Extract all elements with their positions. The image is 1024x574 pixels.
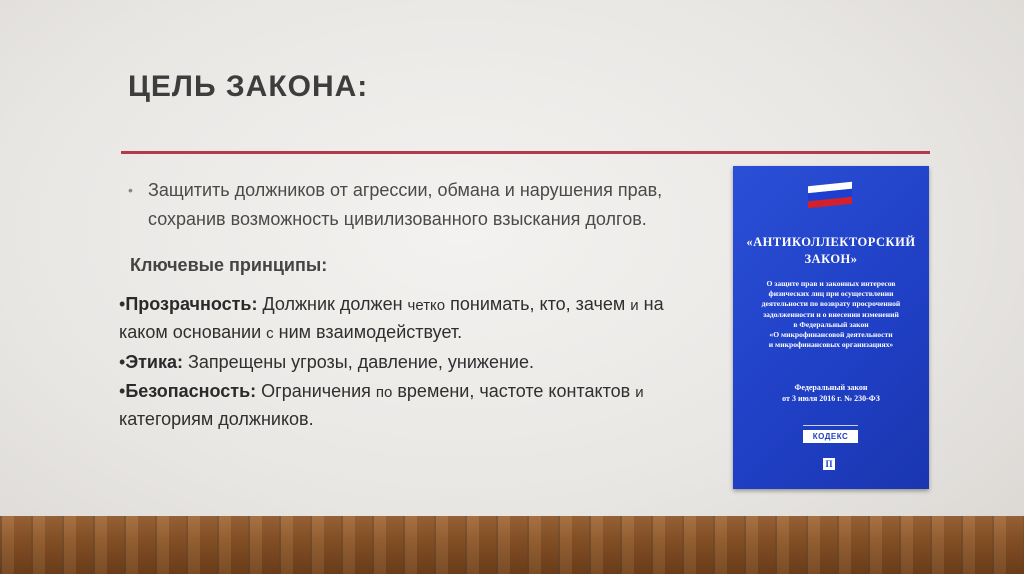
principle-text: с — [266, 325, 274, 342]
book-title-line: «АНТИКОЛЛЕКТОРСКИЙ — [746, 235, 916, 249]
bullet-marker: • — [128, 182, 133, 198]
book-desc-line: физических лиц при осуществлении — [768, 289, 894, 299]
book-desc-line: в Федеральный закон — [793, 319, 869, 329]
principle-text: на каком основании — [119, 294, 664, 342]
book-law-line: Федеральный закон — [794, 383, 868, 392]
principle-text: и — [630, 297, 639, 314]
book-law-line: от 3 июля 2016 г. № 230-ФЗ — [782, 394, 880, 403]
principle-ethics — [119, 349, 689, 376]
principle-marker: • — [119, 352, 126, 372]
book-cover-image — [733, 166, 929, 489]
title-divider — [121, 151, 930, 154]
principles-list — [119, 291, 689, 435]
principle-transparency — [119, 291, 689, 347]
principle-text: понимать, кто, зачем — [445, 294, 631, 314]
wooden-floor — [0, 516, 1024, 574]
principle-text: ним взаимодействует. — [273, 322, 463, 342]
book-desc-line: О защите прав и законных интересов — [766, 279, 896, 288]
book-title — [733, 234, 929, 268]
book-desc-line: задолженности и о внесении изменений — [763, 309, 899, 319]
publisher-label: КОДЕКС — [803, 430, 858, 443]
principle-term: Этика: — [125, 352, 184, 372]
book-description — [741, 279, 921, 350]
goal-bullet — [128, 176, 688, 234]
russian-flag-icon — [808, 182, 852, 209]
book-title-line: ЗАКОН» — [804, 252, 858, 266]
principle-term: Прозрачность: — [125, 294, 258, 314]
principle-text: категориям должников. — [119, 409, 314, 429]
slide-title: ЦЕЛЬ ЗАКОНА: — [128, 70, 369, 103]
book-desc-line: и микрофинансовых организациях» — [768, 340, 894, 350]
principle-text: Должник должен — [257, 294, 408, 314]
key-principles-heading: Ключевые принципы: — [130, 255, 328, 275]
principle-text: Ограничения — [256, 381, 376, 401]
publisher-logo-icon: П — [823, 458, 835, 470]
goal-text: Защитить должников от агрессии, обмана и нарушения прав, сохранив возможность цивилизованного взыскания долгов. — [148, 180, 663, 229]
principle-text: по — [375, 384, 393, 401]
floor-planks — [0, 516, 1024, 574]
book-desc-line: «О микрофинансовой деятельности — [769, 330, 893, 340]
principle-term: Безопасность: — [125, 381, 257, 401]
principle-text: и — [635, 384, 644, 401]
principle-marker: • — [119, 381, 126, 401]
principle-text: четко — [407, 297, 446, 314]
principle-text: времени, частоте контактов — [392, 381, 636, 401]
principle-marker: • — [119, 294, 126, 314]
principle-text: Запрещены угрозы, давление, унижение. — [183, 352, 534, 372]
book-desc-line: деятельности по возврату просроченной — [761, 299, 901, 309]
principle-safety — [119, 378, 689, 433]
book-law-reference — [733, 382, 929, 404]
